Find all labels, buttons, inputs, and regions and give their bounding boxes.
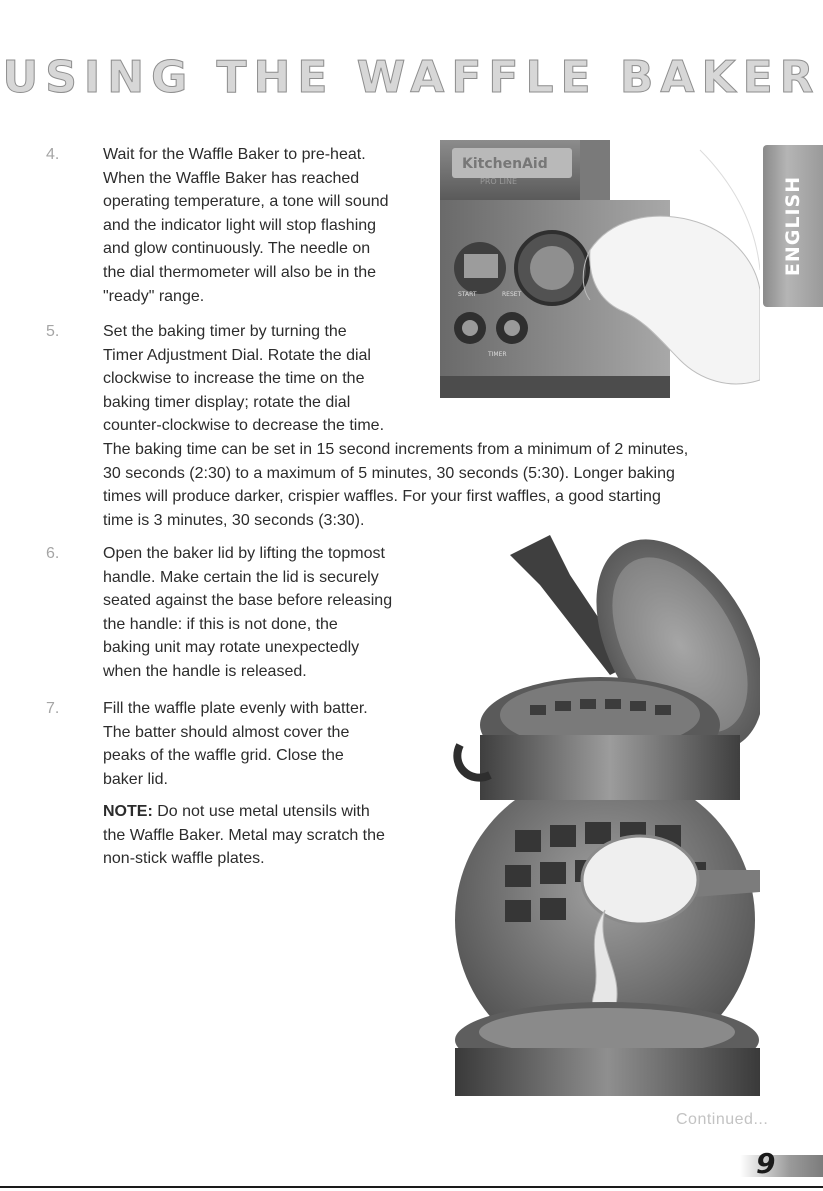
language-tab <box>763 145 823 307</box>
step-line: Open the baker lid by lifting the topmost <box>103 545 385 562</box>
baker-lid-illustration <box>440 525 760 800</box>
step-line: seated against the base before releasing <box>103 592 393 610</box>
step-line: Wait for the Waffle Baker to pre-heat. <box>103 146 366 163</box>
language-tab-label: ENGLISH <box>782 175 804 277</box>
step-line: the handle: if this is not done, the <box>103 615 338 633</box>
step-line: "ready" range. <box>103 287 205 305</box>
bottom-rule <box>0 1186 823 1188</box>
step-line: operating temperature, a tone will sound <box>103 193 389 211</box>
step-line: 30 seconds (2:30) to a maximum of 5 minutes, 30 seconds (5:30). Longer baking <box>103 464 675 482</box>
step-number: 7. <box>46 700 60 717</box>
note-line: non-stick waffle plates. <box>103 850 265 868</box>
step-line: The batter should almost cover the <box>103 723 350 741</box>
step-line: and the indicator light will stop flashing <box>103 216 377 234</box>
step-line: and glow continuously. The needle on <box>103 240 371 258</box>
page-number: 9 <box>756 1147 776 1180</box>
step-line: time is 3 minutes, 30 seconds (3:30). <box>103 511 365 529</box>
step-line: clockwise to increase the time on the <box>103 370 365 388</box>
pouring-batter-art <box>455 800 760 1096</box>
step-number: 5. <box>46 323 60 340</box>
step-line: The baking time can be set in 15 second increments from a minimum of 2 minutes, <box>103 440 689 458</box>
step-line: when the handle is released. <box>103 662 307 680</box>
page-number-bar <box>740 1155 823 1177</box>
step-line: peaks of the waffle grid. Close the <box>103 747 344 765</box>
model-label: PRO LINE <box>480 177 518 186</box>
step-number: 6. <box>46 545 60 562</box>
timer-label: TIMER <box>488 351 507 358</box>
step-line: Timer Adjustment Dial. Rotate the dial <box>103 346 371 364</box>
pouring-batter-illustration <box>455 800 760 1096</box>
baker-lid-art <box>440 525 760 800</box>
note-block <box>103 800 385 871</box>
step-line: baker lid. <box>103 770 168 788</box>
step-number: 4. <box>46 146 60 163</box>
step-line: Set the baking timer by turning the <box>103 323 347 340</box>
reset-label: RESET <box>502 291 522 298</box>
brand-label: KitchenAid <box>462 156 548 172</box>
step-line: baking unit may rotate unexpectedly <box>103 639 360 657</box>
page-title: USING THE WAFFLE BAKER <box>2 52 821 103</box>
step-line: handle. Make certain the lid is securely <box>103 568 379 586</box>
note-line: Do not use metal utensils with <box>152 803 370 820</box>
step-line: baking timer display; rotate the dial <box>103 393 351 411</box>
continued-label: Continued... <box>676 1111 769 1128</box>
start-label: START <box>458 291 477 298</box>
control-panel-illustration <box>440 140 760 412</box>
step-line: When the Waffle Baker has reached <box>103 169 360 187</box>
note-label: NOTE: <box>103 803 153 820</box>
control-panel-art <box>440 140 760 412</box>
note-line: the Waffle Baker. Metal may scratch the <box>103 826 385 844</box>
step-line: times will produce darker, crispier waffles. For your first waffles, a good starting <box>103 488 661 506</box>
step-line: Fill the waffle plate evenly with batter. <box>103 700 368 717</box>
step-line: counter-clockwise to decrease the time. <box>103 417 385 435</box>
step-line: the dial thermometer will also be in the <box>103 263 377 281</box>
